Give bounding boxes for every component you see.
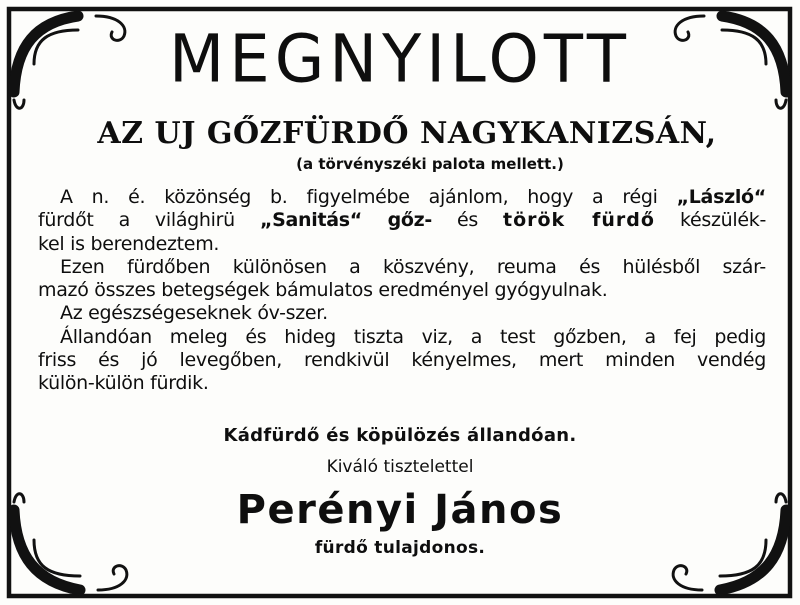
body-line: Ezen fürdőben különösen a köszvény, reuma és hülésből szár- [60,255,766,278]
subheadline: AZ UJ GŐZFÜRDŐ NAGYKANIZSÁN, [97,116,717,151]
emphasis-torok-furdo: török fürdő [503,209,655,232]
signature-name: Perényi János [236,487,564,533]
body-line [38,186,766,209]
body-line [38,209,766,232]
body-text-run: és [431,209,503,232]
body-line: kel is berendeztem. [38,232,220,255]
body-line: mazó összes betegségek bámulatos eredményel gyógyulnak. [38,279,608,302]
body-text-run: készülék- [654,209,766,232]
body-line: Az egészségeseknek óv-szer. [60,302,328,325]
body-text-run: A n. é. közönség b. figyelmébe ajánlom, hogy a régi [60,186,677,208]
headline: MEGNYILOTT [169,21,631,99]
closing-greeting: Kiváló tisztelettel [326,457,474,477]
body-line: külön-külön fürdik. [38,372,209,395]
emphasis-laszlo: „László“ [676,186,766,208]
body-line: Állandóan meleg és hideg tiszta viz, a test gőzben, a fej pedig [60,325,766,348]
owner-title: fürdő tulajdonos. [314,538,486,558]
body-text [38,186,766,396]
bath-service-line: Kádfürdő és köpülözés állandóan. [223,425,577,446]
body-text-run: fürdőt a világhirü [38,209,260,232]
body-line: friss és jó levegőben, rendkivül kényelmes, mert minden vendég [38,349,766,372]
emphasis-sanitas: „Sanitás“ gőz- [259,209,432,232]
location-note: (a törvényszéki palota mellett.) [296,155,564,173]
